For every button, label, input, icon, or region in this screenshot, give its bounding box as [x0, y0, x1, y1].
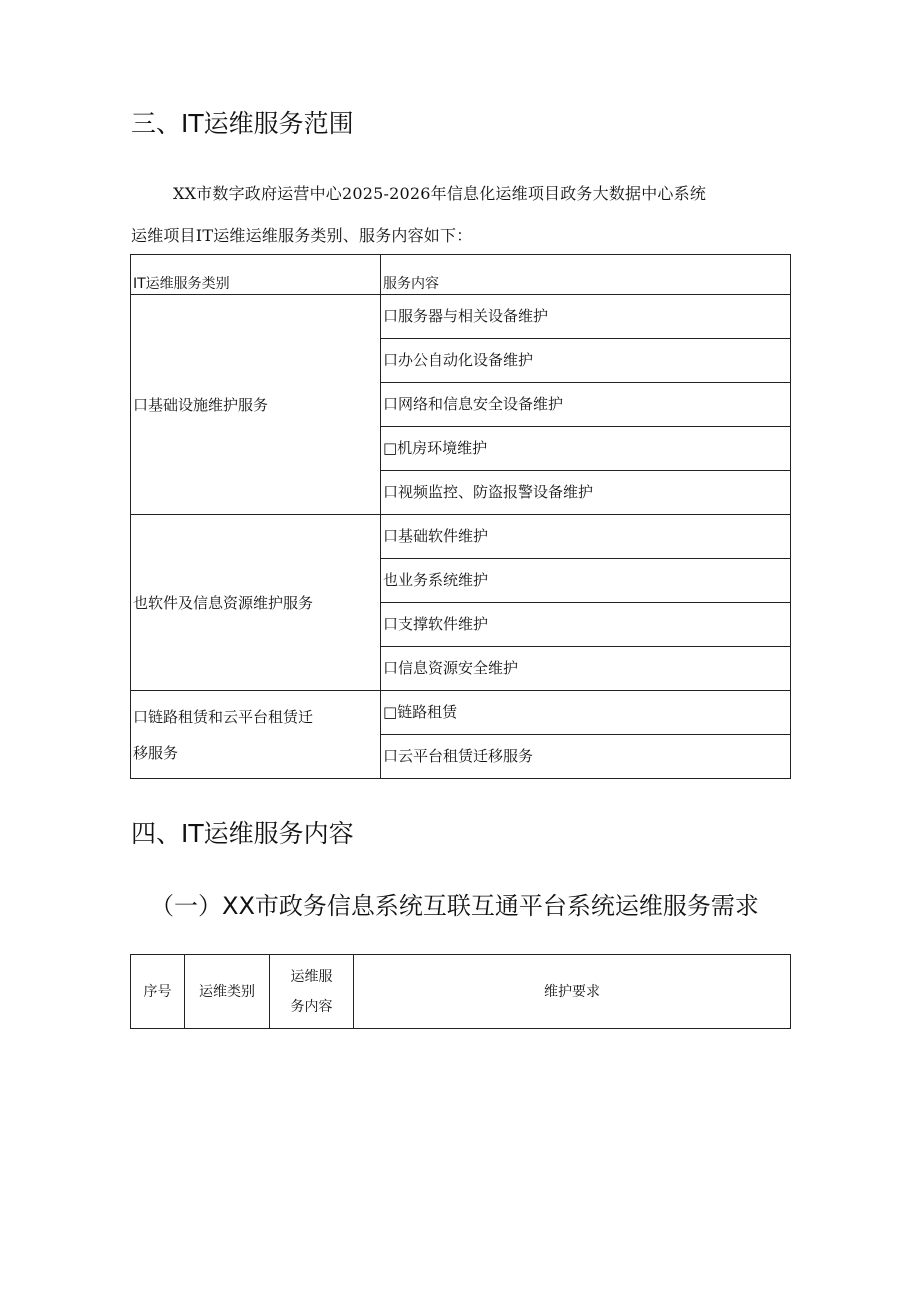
- header-content-line-1: 运维服: [290, 968, 333, 985]
- service-scope-table: [130, 254, 791, 779]
- service-item: □链路租赁: [381, 691, 791, 735]
- service-item: 口网络和信息安全设备维护: [381, 383, 791, 427]
- service-item: □机房环境维护: [381, 427, 791, 471]
- service-item: 口信息资源安全维护: [381, 647, 791, 691]
- header-content: [270, 955, 354, 1029]
- service-item: 口云平台租赁迁移服务: [381, 735, 791, 779]
- header-no: 序号: [131, 955, 185, 1029]
- service-item: 口视频监控、防盗报警设备维护: [381, 471, 791, 515]
- header-type: 运维类别: [185, 955, 270, 1029]
- header-requirement: 维护要求: [354, 955, 791, 1029]
- category-software: 也软件及信息资源维护服务: [131, 515, 381, 691]
- service-item: 口支撑软件维护: [381, 603, 791, 647]
- service-item: 口基础软件维护: [381, 515, 791, 559]
- table-header-row: [131, 955, 791, 1029]
- category-link-cloud: [131, 691, 381, 779]
- header-category: IT运维服务类别: [131, 255, 381, 295]
- category-infrastructure: 口基础设施维护服务: [131, 295, 381, 515]
- service-item: 口服务器与相关设备维护: [381, 295, 791, 339]
- intro-line-2: 运维项目IT运维运维服务类别、服务内容如下：: [131, 226, 473, 245]
- category-line-2: 移服务: [133, 743, 179, 762]
- table-row: [131, 515, 791, 559]
- service-item: 口办公自动化设备维护: [381, 339, 791, 383]
- service-item: 也业务系统维护: [381, 559, 791, 603]
- header-content-line-2: 务内容: [290, 998, 333, 1015]
- table-row: [131, 691, 791, 735]
- table-row: [131, 295, 791, 339]
- section-4-heading: 四、IT运维服务内容: [131, 819, 354, 848]
- category-line-1: 口链路租赁和云平台租赁迁: [133, 707, 314, 726]
- header-content: 服务内容: [381, 255, 791, 295]
- section-3-heading: 三、IT运维服务范围: [131, 109, 354, 138]
- table-header-row: [131, 255, 791, 295]
- requirements-table: [130, 954, 791, 1029]
- subsection-1-heading: （一）XX市政务信息系统互联互通平台系统运维服务需求: [150, 892, 759, 920]
- intro-line-1: XX市数字政府运营中心2025-2026年信息化运维项目政务大数据中心系统: [173, 184, 707, 203]
